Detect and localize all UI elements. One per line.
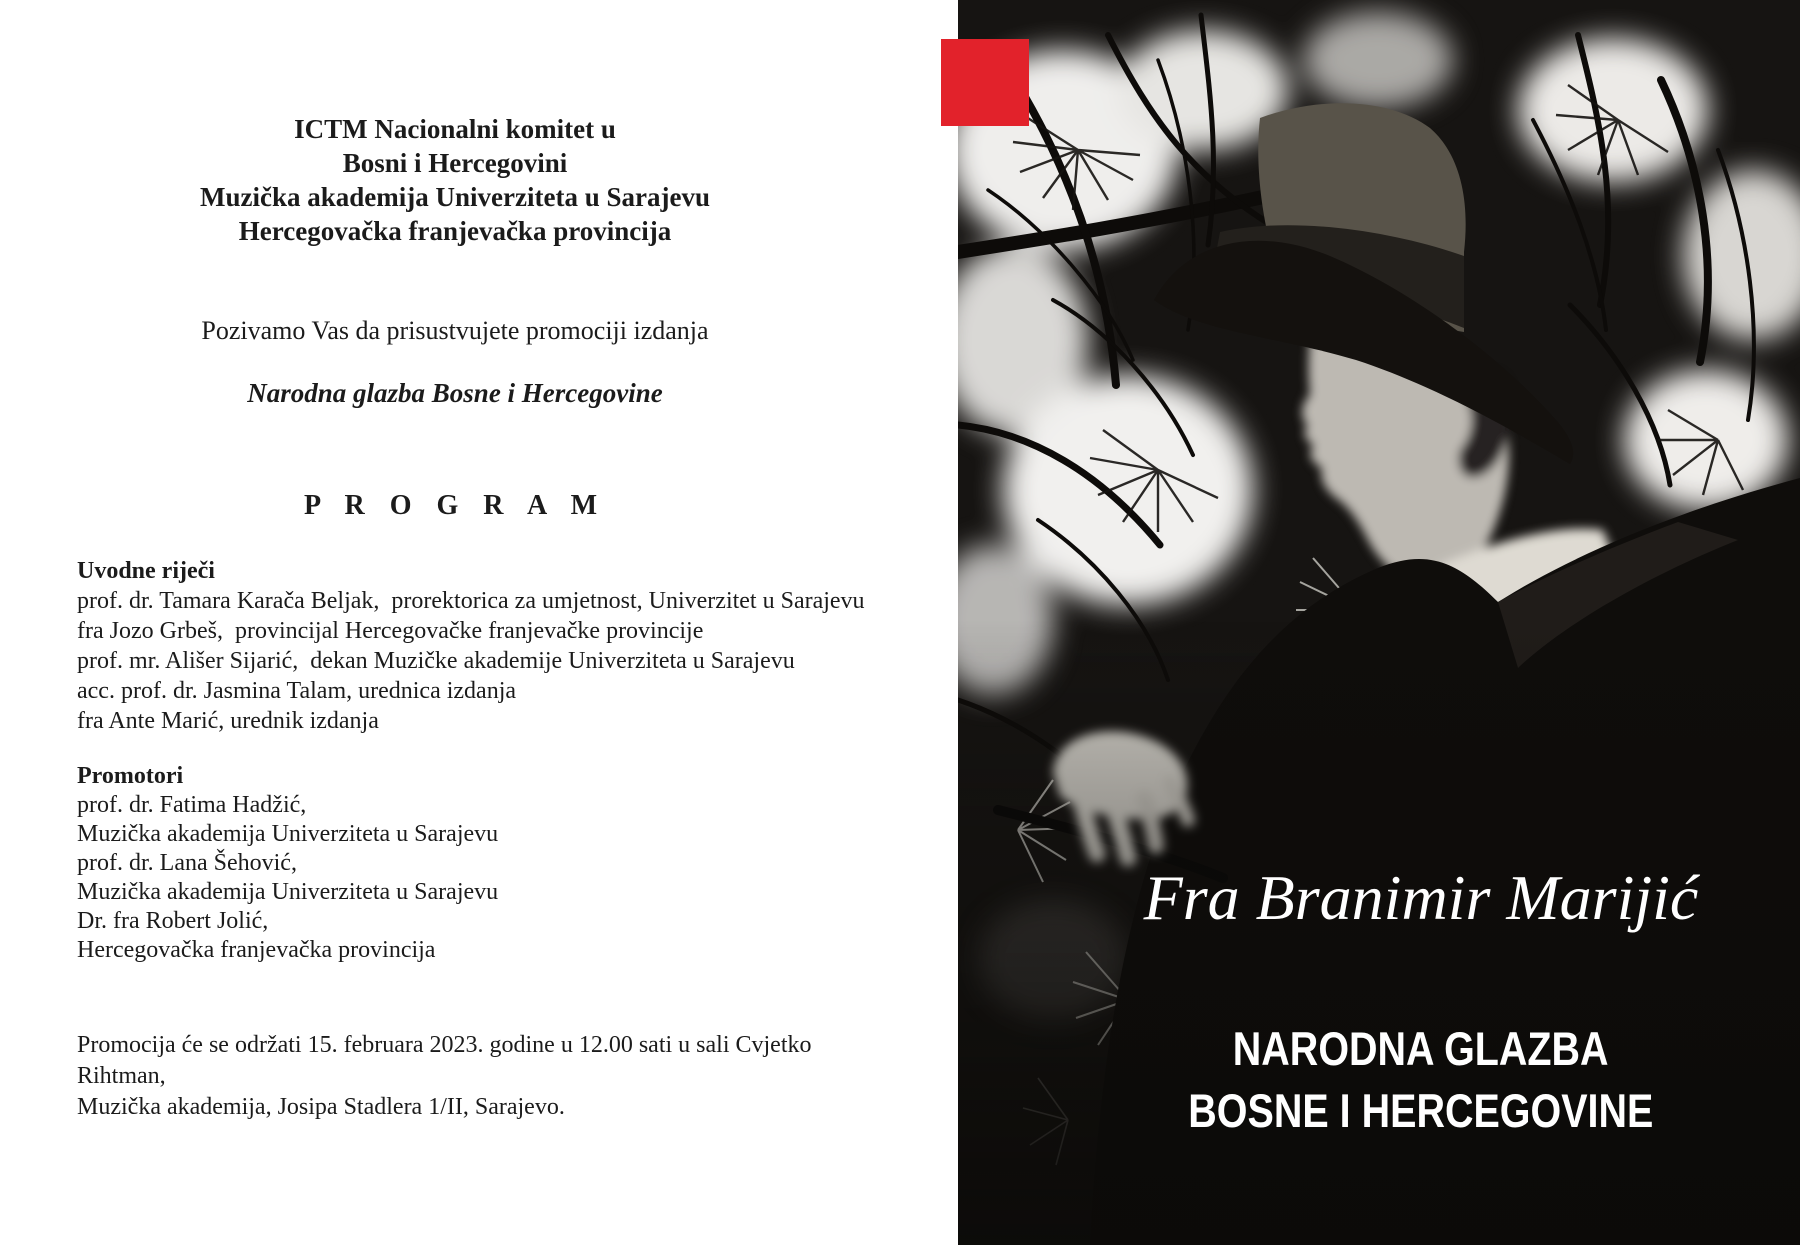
event-details <box>77 1030 887 1123</box>
promoters-section <box>77 762 498 965</box>
organizer-line: Muzička akademija Univerziteta u Sarajevu <box>200 182 710 212</box>
promoter-line: Muzička akademija Univerziteta u Sarajevu <box>77 879 499 905</box>
cover-photo <box>958 0 1800 1245</box>
organizers-block <box>40 112 870 248</box>
speaker-line: fra Jozo Grbeš, provincijal Hercegovačke franjevačke provincije <box>77 618 704 644</box>
event-line: Promocija će se održati 15. februara 2023. godine u 12.00 sati u sali Cvjetko Rihtman, <box>77 1032 818 1089</box>
promoter-line: Dr. fra Robert Jolić, <box>77 908 269 934</box>
speaker-line: prof. dr. Tamara Karača Beljak, prorektorica za umjetnost, Univerzitet u Sarajevu <box>77 588 865 614</box>
promoter-line: prof. dr. Lana Šehović, <box>77 850 297 876</box>
organizer-line: Bosni i Hercegovini <box>342 148 568 178</box>
publication-title: Narodna glazba Bosne i Hercegovine <box>247 378 663 408</box>
speaker-line: acc. prof. dr. Jasmina Talam, urednica izdanja <box>77 678 517 704</box>
promoter-line: Muzička akademija Univerziteta u Sarajevu <box>77 821 499 847</box>
cover-title-line-2: BOSNE I HERCEGOVINE <box>1188 1084 1654 1137</box>
invitation-sentence: Pozivamo Vas da prisustvujete promociji izdanja <box>201 316 709 345</box>
promoter-line: prof. dr. Fatima Hadžić, <box>77 792 307 818</box>
program-heading: P R O G R A M <box>303 490 607 521</box>
speaker-line: fra Ante Marić, urednik izdanja <box>77 708 379 734</box>
cover-title-line-1: NARODNA GLAZBA <box>1233 1022 1609 1075</box>
promoter-line: Hercegovačka franjevačka provincija <box>77 937 436 963</box>
opening-words-heading: Uvodne riječi <box>77 558 215 584</box>
cover-book-title <box>1021 1018 1800 1142</box>
organizer-line: ICTM Nacionalni komitet u <box>294 114 616 144</box>
event-line: Muzička akademija, Josipa Stadlera 1/II, Sarajevo. <box>77 1094 565 1120</box>
opening-words-section <box>77 556 865 736</box>
red-accent-square <box>941 39 1029 126</box>
promoters-heading: Promotori <box>77 763 184 789</box>
organizer-line: Hercegovačka franjevačka provincija <box>238 216 672 246</box>
cover-author-name: Fra Branimir Marijić <box>1143 862 1699 933</box>
speaker-line: prof. mr. Ališer Sijarić, dekan Muzičke akademije Univerziteta u Sarajevu <box>77 648 795 674</box>
